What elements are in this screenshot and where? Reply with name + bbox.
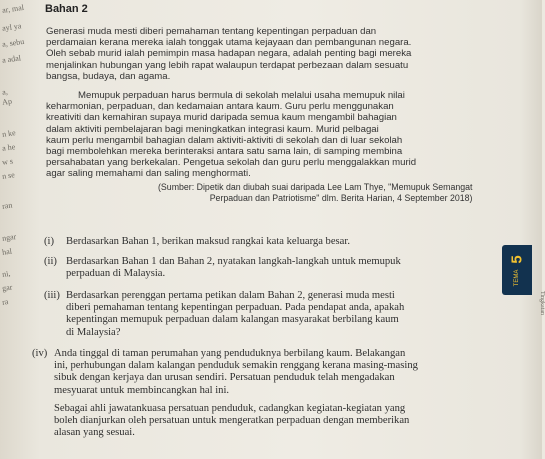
question-line: Berdasarkan Bahan 1 dan Bahan 2, nyatakan langkah-langkah untuk memupuk xyxy=(66,256,401,267)
question-line: kepentingan memupuk perpaduan dalam kalangan masyarakat berbilang kaum xyxy=(66,314,399,326)
question-line: sibuk dengan kerjaya dan urusan sendiri. Persatuan penduduk telah mengadakan xyxy=(54,372,395,384)
question-line: Sebagai ahli jawatankuasa persatuan penduduk, cadangkan kegiatan-kegiatan yang xyxy=(54,402,406,414)
paragraph-line: perdamaian kerana mereka ialah tonggak utama kejayaan dan pembangunan negara. xyxy=(46,37,412,49)
paragraph-line: bagi membolehkan mereka berinteraksi antara satu sama lain, di samping membina xyxy=(46,146,403,158)
strip-text: ayl ya xyxy=(1,21,22,33)
paragraph-line: keharmonian, perpaduan, dan kedamaian antara kaum. Guru perlu menggunakan xyxy=(46,101,394,113)
page-edge-label: Tingkatan xyxy=(539,290,545,316)
question-1 xyxy=(44,236,350,248)
strip-text: ar, mal xyxy=(1,2,25,15)
theme-number: 5 xyxy=(508,255,526,264)
paragraph-line: bangsa, budaya, dan agama. xyxy=(46,70,171,82)
strip-text: a he xyxy=(1,142,16,153)
question-3 xyxy=(44,290,404,339)
paragraph-line: kreativiti dan kemahiran supaya murid daripada semua kaum mengambil bahagian xyxy=(46,112,397,124)
paragraph-line: Generasi muda mesti diberi pemahaman tentang kepentingan perpaduan dan xyxy=(46,26,377,37)
question-2 xyxy=(44,256,401,280)
paragraph-line: dalam aktiviti pembelajaran bagi meningkatkan integrasi kaum. Murid pelbagai xyxy=(46,123,379,135)
paragraph-line: Oleh sebab murid ialah pemimpin masa hadapan negara, adalah penting bagi mereka xyxy=(46,48,412,60)
question-line: diberi pemahaman tentang kepentingan perpaduan. Pada pendapat anda, apakah xyxy=(66,302,405,314)
strip-text: a, xyxy=(1,87,9,97)
strip-text: ra xyxy=(1,297,9,307)
question-line: boleh dianjurkan oleh persatuan untuk mengeratkan perpaduan dengan memberikan xyxy=(54,415,410,427)
strip-text: ni, xyxy=(1,268,11,279)
question-line: Berdasarkan perenggan pertama petikan dalam Bahan 2, generasi muda mesti xyxy=(66,290,395,301)
source-citation xyxy=(158,182,472,204)
question-line: perpaduan di Malaysia. xyxy=(66,268,166,280)
question-line: Anda tinggal di taman perumahan yang penduduknya berbilang kaum. Belakangan xyxy=(54,348,406,359)
question-number: (iv) xyxy=(32,348,48,359)
paragraph-line: menjalinkan hubungan yang lebih rapat walaupun terdapat perbezaan dalam sesuatu xyxy=(46,59,409,71)
strip-text: n ke xyxy=(1,128,17,139)
paragraph-1 xyxy=(46,26,411,82)
paragraph-line: agar saling memahami dan saling menghormati. xyxy=(46,168,251,180)
strip-text: n se xyxy=(1,170,16,181)
strip-text: a, sebu xyxy=(1,36,25,49)
section-heading: Bahan 2 xyxy=(45,3,88,15)
source-line: (Sumber: Dipetik dan diubah suai daripada Lee Lam Thye, "Memupuk Semangat xyxy=(158,182,473,192)
paragraph-2 xyxy=(46,90,416,180)
strip-text: ran xyxy=(1,200,13,211)
question-line: alasan yang sesuai. xyxy=(54,427,135,439)
question-line: ini, perhubungan dalam kalangan penduduk semakin renggang kerana masing-masing xyxy=(54,360,418,372)
strip-text: w s xyxy=(1,156,14,167)
strip-text: Ap xyxy=(1,96,13,107)
question-number: (iii) xyxy=(44,290,60,301)
question-line: Berdasarkan Bahan 1, berikan maksud rangkai kata keluarga besar. xyxy=(66,236,350,247)
question-line: mesyuarat untuk membincangkan hal ini. xyxy=(54,384,230,396)
paragraph-line: kaum perlu mengambil bahagian dalam aktiviti-aktiviti di sekolah dan di luar sekolah xyxy=(46,134,403,146)
theme-tab xyxy=(502,245,532,295)
strip-text: gar xyxy=(1,282,13,293)
question-line: di Malaysia? xyxy=(66,326,121,338)
source-line: Perpaduan dan Patriotisme" dlm. Berita Harian, 4 September 2018) xyxy=(209,193,473,203)
paragraph-line: persahabatan yang berkekalan. Pengetua sekolah dan guru perlu menggalakkan murid xyxy=(46,157,417,169)
question-number: (i) xyxy=(44,236,54,247)
strip-text: hal xyxy=(1,246,13,257)
theme-label: TEMA xyxy=(514,269,520,287)
paragraph-line: Memupuk perpaduan harus bermula di sekolah melalui usaha memupuk nilai xyxy=(78,90,405,101)
question-number: (ii) xyxy=(44,256,57,267)
strip-text: a adal xyxy=(1,53,22,65)
previous-page-edge xyxy=(0,0,30,459)
question-4 xyxy=(32,348,418,439)
strip-text: ngar xyxy=(1,232,17,243)
